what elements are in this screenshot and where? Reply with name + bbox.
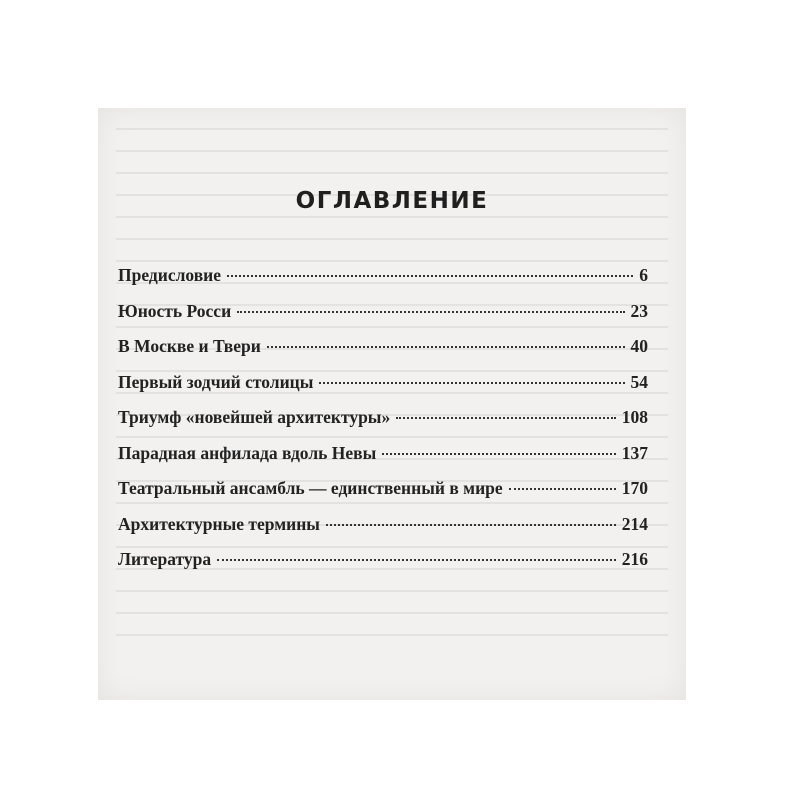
toc-entry	[118, 336, 648, 372]
toc-entry-title: Первый зодчий столицы	[118, 371, 314, 392]
dot-leader	[326, 524, 616, 526]
toc-entry-page: 40	[630, 336, 648, 356]
toc-entry-page: 23	[630, 300, 648, 321]
dot-leader	[217, 559, 616, 561]
book-page	[98, 108, 686, 700]
toc-entry	[118, 443, 648, 479]
dot-leader	[509, 488, 616, 490]
toc-entry-title: В Москве и Твери	[118, 336, 261, 356]
toc-entry-page: 108	[621, 407, 648, 427]
toc-entry-page: 170	[621, 478, 648, 498]
toc-heading: ОГЛАВЛЕНИЕ	[295, 188, 489, 214]
dot-leader	[382, 453, 615, 455]
toc-entry-page: 6	[639, 265, 648, 285]
dot-leader	[319, 382, 624, 384]
toc-entry-title: Парадная анфилада вдоль Невы	[118, 442, 377, 463]
toc-entry	[118, 372, 648, 408]
toc-entry-title: Литература	[118, 549, 212, 569]
toc-entry-page: 214	[621, 513, 648, 534]
toc-entry	[118, 478, 648, 514]
dot-leader	[396, 417, 616, 419]
toc-entry	[118, 407, 648, 443]
toc-entry-title: Триумф «новейшей архитектуры»	[118, 407, 391, 427]
toc-entry-title: Юность Росси	[118, 300, 232, 321]
toc-entry-title: Архитектурные термины	[118, 513, 320, 534]
toc-entry-page: 216	[621, 549, 648, 569]
toc-entry-page: 54	[630, 371, 648, 392]
toc-entry-title: Предисловие	[118, 265, 222, 285]
toc-entry	[118, 301, 648, 337]
toc-list	[118, 265, 648, 585]
dot-leader	[237, 311, 624, 313]
dot-leader	[267, 346, 625, 348]
toc-entry-title: Театральный ансамбль — единственный в мире	[118, 478, 503, 498]
toc-entry-page: 137	[621, 442, 648, 463]
dot-leader	[227, 275, 633, 277]
toc-entry	[118, 265, 648, 301]
toc-entry	[118, 549, 648, 585]
toc-entry	[118, 514, 648, 550]
